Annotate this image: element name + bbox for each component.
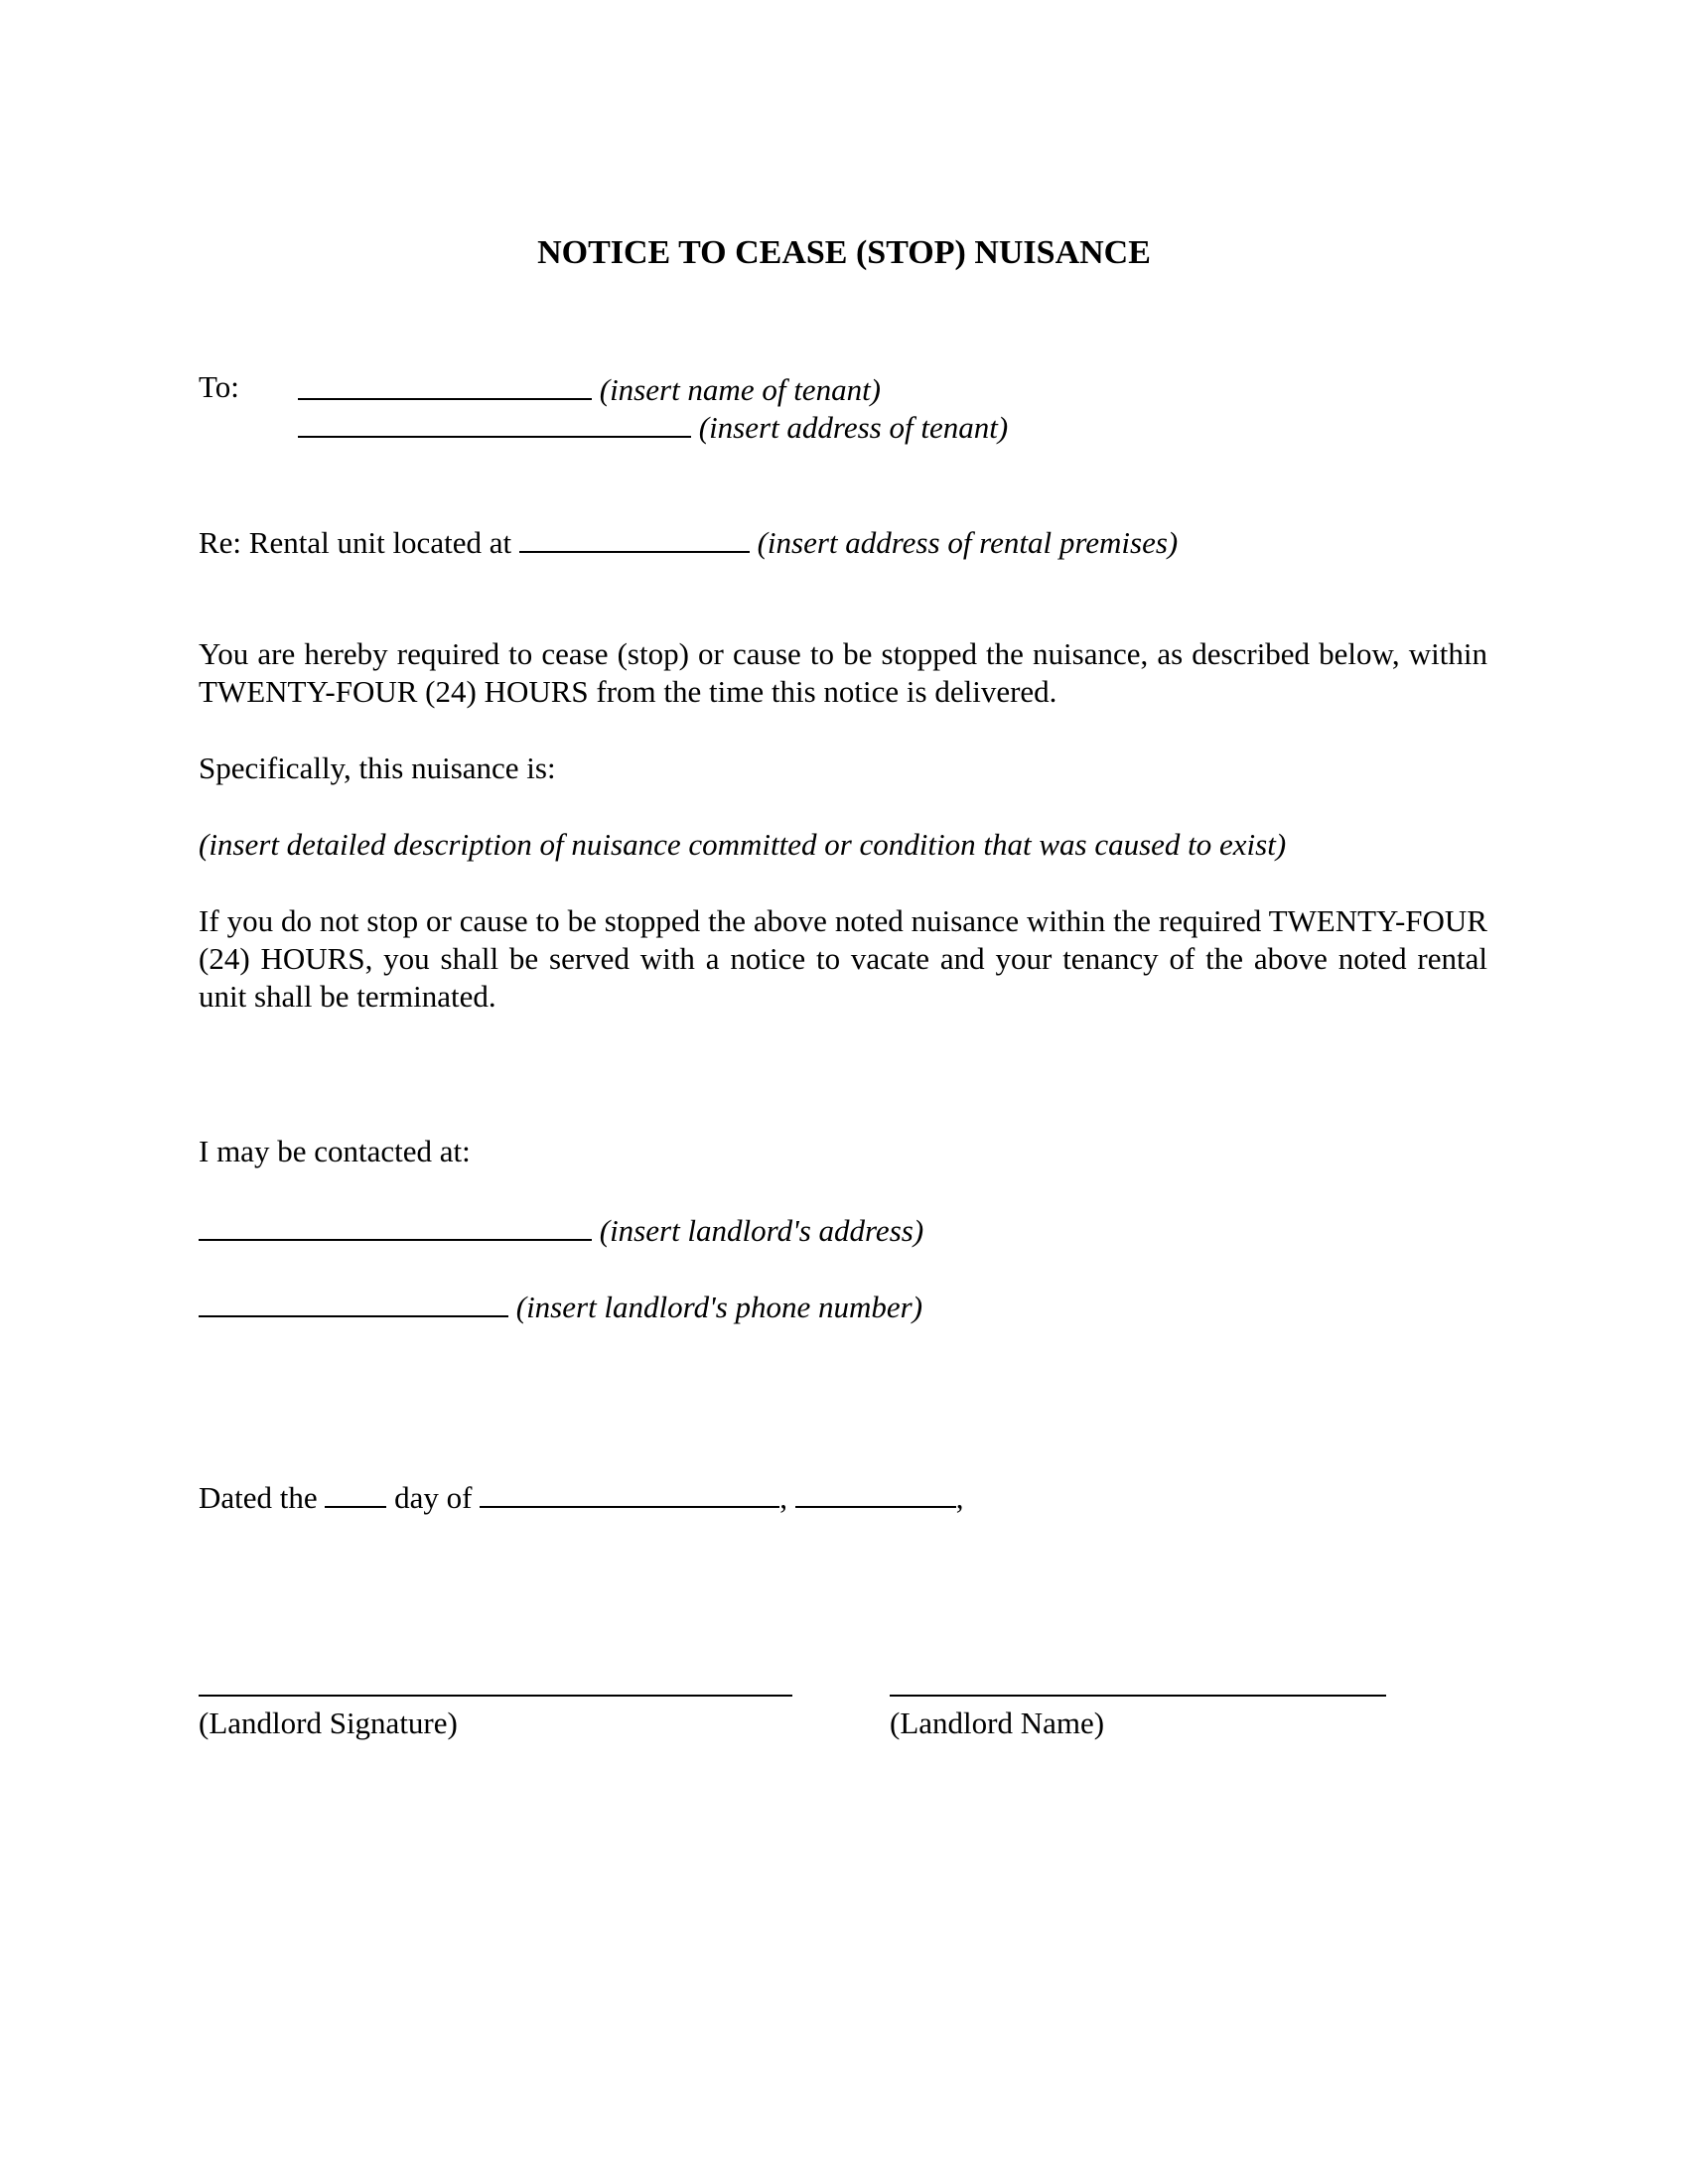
document-title: NOTICE TO CEASE (STOP) NUISANCE bbox=[537, 234, 1151, 271]
landlord-phone-blank[interactable] bbox=[199, 1286, 508, 1317]
landlord-address-blank[interactable] bbox=[199, 1209, 592, 1241]
requirement-paragraph: You are hereby required to cease (stop) or cause to be stopped the nuisance, as described below, within TWENTY-FOUR (24) HOURS from the time this notice is delivered. bbox=[199, 636, 1487, 709]
consequence-paragraph: If you do not stop or cause to be stopped the above noted nuisance within the required TWENTY-FOUR (24) HOURS, you shall be served with a notice to vacate and your tenancy of the above noted rental unit shall be terminated. bbox=[199, 903, 1487, 1014]
landlord-address-hint: (insert landlord's address) bbox=[599, 1213, 924, 1248]
landlord-signature-line[interactable] bbox=[199, 1695, 792, 1697]
premises-hint: (insert address of rental premises) bbox=[757, 525, 1179, 560]
re-label: Re: Rental unit located at bbox=[199, 525, 512, 560]
landlord-name-label: (Landlord Name) bbox=[890, 1706, 1105, 1740]
day-of-label: day of bbox=[394, 1480, 473, 1515]
year-blank[interactable] bbox=[795, 1476, 956, 1508]
specifically-label: Specifically, this nuisance is: bbox=[199, 751, 556, 785]
landlord-signature-label: (Landlord Signature) bbox=[199, 1706, 458, 1740]
tenant-name-line bbox=[298, 368, 881, 409]
day-blank[interactable] bbox=[325, 1476, 386, 1508]
month-blank[interactable] bbox=[480, 1476, 779, 1508]
dated-line bbox=[199, 1476, 963, 1517]
landlord-phone-line bbox=[199, 1286, 922, 1326]
date-comma: , bbox=[779, 1480, 787, 1515]
tenant-address-hint: (insert address of tenant) bbox=[698, 410, 1009, 445]
tenant-name-hint: (insert name of tenant) bbox=[599, 372, 882, 407]
tenant-name-blank[interactable] bbox=[298, 368, 592, 400]
contact-label: I may be contacted at: bbox=[199, 1134, 471, 1168]
re-line bbox=[199, 521, 1178, 562]
to-label: To: bbox=[199, 369, 239, 404]
landlord-name-line[interactable] bbox=[890, 1695, 1386, 1697]
tenant-address-line bbox=[298, 406, 1008, 447]
year-comma: , bbox=[955, 1480, 964, 1515]
dated-prefix: Dated the bbox=[199, 1480, 318, 1515]
landlord-phone-hint: (insert landlord's phone number) bbox=[515, 1290, 923, 1324]
landlord-address-line bbox=[199, 1209, 923, 1250]
tenant-address-blank[interactable] bbox=[298, 406, 691, 438]
premises-blank[interactable] bbox=[519, 521, 750, 553]
description-hint: (insert detailed description of nuisance committed or condition that was caused to exist) bbox=[199, 827, 1287, 862]
